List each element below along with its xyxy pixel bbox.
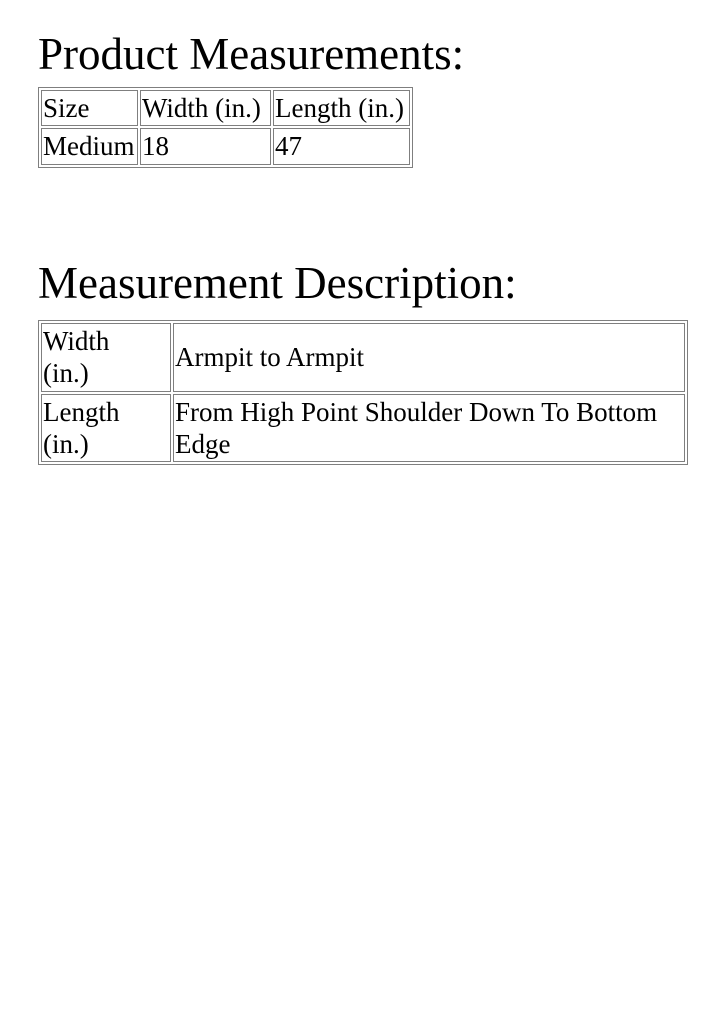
product-measurements-table (38, 87, 413, 168)
measurement-description-table (38, 320, 688, 466)
table-row (41, 394, 685, 463)
product-measurements-header-row (41, 90, 410, 126)
cell-width-description: Armpit to Armpit (173, 323, 685, 392)
cell-length-value: 47 (273, 128, 410, 164)
label-line: (in.) (43, 428, 89, 459)
cell-length-label (41, 394, 171, 463)
cell-size-value: Medium (41, 128, 138, 164)
header-size: Size (41, 90, 138, 126)
label-line: Width (43, 325, 110, 356)
product-measurements-title: Product Measurements: (38, 29, 465, 79)
table-row (41, 128, 410, 164)
page-content (0, 29, 723, 465)
cell-length-description: From High Point Shoulder Down To Bottom Edge (173, 394, 685, 463)
table-row (41, 323, 685, 392)
label-line: (in.) (43, 358, 89, 389)
header-width: Width (in.) (140, 90, 271, 126)
cell-width-value: 18 (140, 128, 271, 164)
header-length: Length (in.) (273, 90, 410, 126)
cell-width-label (41, 323, 171, 392)
measurement-description-title: Measurement Description: (38, 257, 517, 308)
label-line: Length (43, 396, 120, 427)
